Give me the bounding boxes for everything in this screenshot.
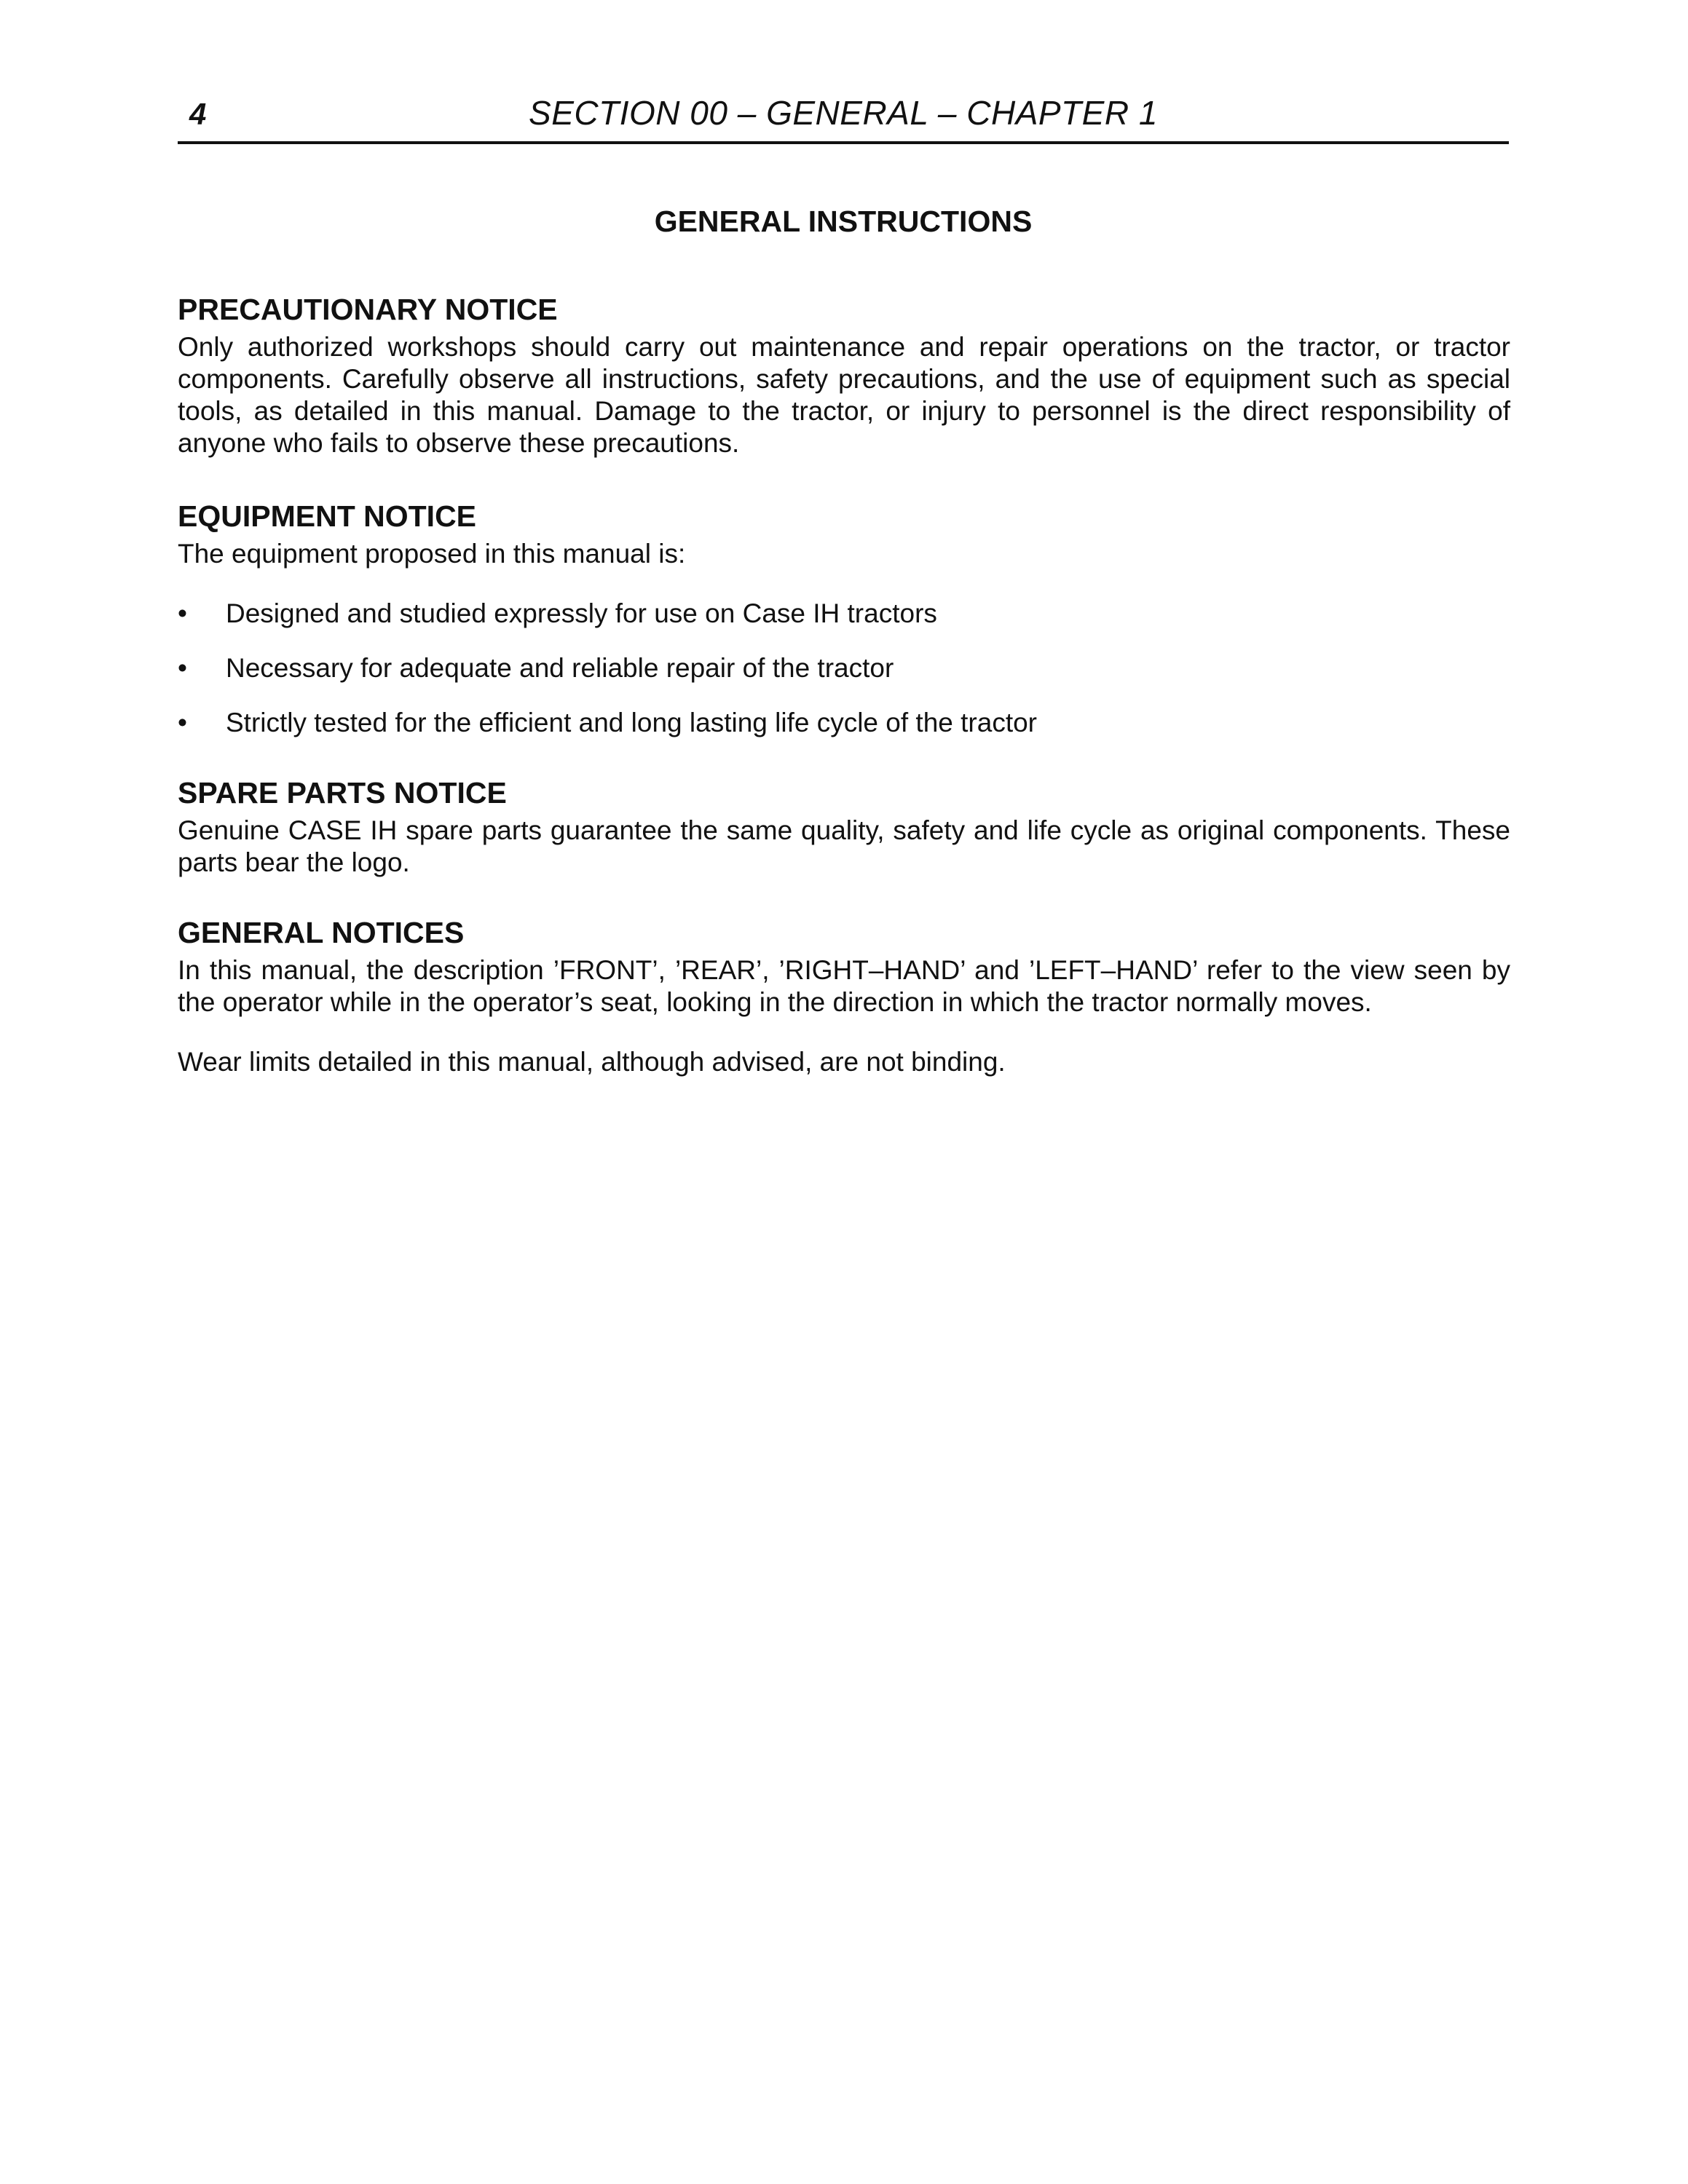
bullet-icon: • [178, 708, 187, 737]
spare-parts-notice-text: Genuine CASE IH spare parts guarantee the same quality, safety and life cycle as original components. These parts bear the logo. [178, 815, 1510, 877]
equipment-list [178, 598, 1510, 739]
list-item [178, 598, 1510, 630]
page-content [178, 288, 1510, 1078]
bullet-icon: • [178, 653, 187, 683]
equipment-notice-heading: EQUIPMENT NOTICE [178, 499, 477, 533]
wear-limits-text: Wear limits detailed in this manual, although advised, are not binding. [178, 1047, 1006, 1077]
list-item [178, 652, 1510, 684]
list-item-text: Designed and studied expressly for use on Case IH tractors [226, 598, 937, 628]
document-title: GENERAL INSTRUCTIONS [654, 205, 1033, 238]
general-notices-heading: GENERAL NOTICES [178, 916, 465, 949]
equipment-notice-section [178, 494, 1510, 739]
list-item-text: Strictly tested for the efficient and long lasting life cycle of the tractor [226, 708, 1037, 737]
page-number: 4 [189, 97, 207, 131]
precautionary-notice-text: Only authorized workshops should carry out maintenance and repair operations on the tractor, or tractor components. Carefully observe all instructions, safety precautions, and the use of equipment such as special tools, as detailed in this manual. Damage to the tractor, or injury to personnel is the direct responsibility of anyone who fails to observe these precautions. [178, 332, 1510, 458]
precautionary-notice-heading: PRECAUTIONARY NOTICE [178, 293, 558, 326]
list-item-text: Necessary for adequate and reliable repair of the tractor [226, 653, 894, 683]
page-header [178, 86, 1509, 144]
spare-parts-notice-heading: SPARE PARTS NOTICE [178, 776, 507, 810]
list-item [178, 707, 1510, 739]
precautionary-notice-section [178, 288, 1510, 459]
general-notices-section [178, 911, 1510, 1078]
equipment-notice-intro: The equipment proposed in this manual is: [178, 539, 686, 569]
bullet-icon: • [178, 598, 187, 628]
running-title: SECTION 00 – GENERAL – CHAPTER 1 [529, 94, 1158, 132]
general-notices-text: In this manual, the description ’FRONT’, ’REAR’, ’RIGHT–HAND’ and ’LEFT–HAND’ refer to the view seen by the operator while in the operator’s seat, looking in the direction in which the tractor normally moves. [178, 955, 1510, 1017]
spare-parts-notice-section [178, 771, 1510, 879]
